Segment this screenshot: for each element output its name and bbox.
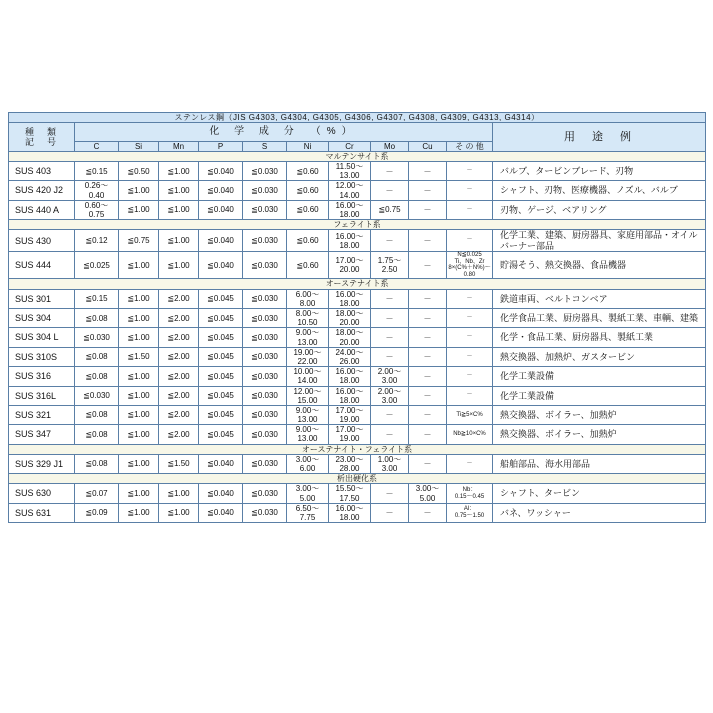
cell-cu: －: [409, 289, 447, 308]
cell-cr: 15.50～ 17.50: [329, 484, 371, 503]
cell-si: ≦1.00: [119, 200, 159, 219]
header-col-5: Ni: [287, 141, 329, 151]
cell-c: ≦0.025: [75, 252, 119, 279]
row-symbol: SUS 329 J1: [9, 454, 75, 473]
cell-other: －: [447, 309, 493, 328]
table-row: [9, 503, 706, 522]
section-title: マルテンサイト系: [9, 151, 706, 161]
cell-ni: 6.50～ 7.75: [287, 503, 329, 522]
cell-p: ≦0.040: [199, 252, 243, 279]
section-header-row: [9, 151, 706, 161]
cell-ni: 3.00～ 5.00: [287, 484, 329, 503]
cell-si: ≦1.00: [119, 503, 159, 522]
cell-s: ≦0.030: [243, 425, 287, 444]
cell-ni: ≦0.60: [287, 181, 329, 200]
header-col-4: S: [243, 141, 287, 151]
cell-other: －: [447, 181, 493, 200]
section-title: フェライト系: [9, 220, 706, 230]
row-symbol: SUS 631: [9, 503, 75, 522]
cell-mo: －: [371, 425, 409, 444]
cell-p: ≦0.040: [199, 484, 243, 503]
cell-cr: 18.00～ 20.00: [329, 328, 371, 347]
cell-cu: －: [409, 162, 447, 181]
cell-mn: ≦2.00: [159, 405, 199, 424]
cell-ni: 9.00～ 13.00: [287, 405, 329, 424]
cell-other: －: [447, 386, 493, 405]
cell-other: Nb≧10×C%: [447, 425, 493, 444]
table-row: [9, 454, 706, 473]
row-symbol: SUS 304: [9, 309, 75, 328]
cell-mo: ≦0.75: [371, 200, 409, 219]
table-row: [9, 230, 706, 252]
row-symbol: SUS 444: [9, 252, 75, 279]
section-header-row: [9, 444, 706, 454]
cell-si: ≦0.50: [119, 162, 159, 181]
section-title: オーステナイト・フェライト系: [9, 444, 706, 454]
row-symbol: SUS 321: [9, 405, 75, 424]
cell-other: Ti≧5×C%: [447, 405, 493, 424]
cell-c: 0.26～ 0.40: [75, 181, 119, 200]
cell-cu: －: [409, 454, 447, 473]
cell-cr: 16.00～ 18.00: [329, 386, 371, 405]
cell-cu: －: [409, 309, 447, 328]
row-symbol: SUS 430: [9, 230, 75, 252]
cell-cr: 16.00～ 18.00: [329, 289, 371, 308]
cell-p: ≦0.040: [199, 200, 243, 219]
header-col-0: C: [75, 141, 119, 151]
cell-s: ≦0.030: [243, 252, 287, 279]
table-row: [9, 200, 706, 219]
cell-usage: 刃物、ゲージ、ベアリング: [493, 200, 706, 219]
cell-p: ≦0.045: [199, 347, 243, 366]
cell-c: ≦0.09: [75, 503, 119, 522]
cell-c: ≦0.08: [75, 454, 119, 473]
cell-cu: －: [409, 181, 447, 200]
table-body: [9, 113, 706, 523]
section-header-row: [9, 474, 706, 484]
cell-c: ≦0.08: [75, 425, 119, 444]
row-symbol: SUS 310S: [9, 347, 75, 366]
table-row: [9, 309, 706, 328]
cell-si: ≦1.00: [119, 386, 159, 405]
stainless-steel-table-container: [8, 112, 705, 523]
cell-cr: 16.00～ 18.00: [329, 367, 371, 386]
table-row: [9, 405, 706, 424]
cell-ni: 10.00～ 14.00: [287, 367, 329, 386]
cell-mo: －: [371, 162, 409, 181]
cell-mn: ≦1.00: [159, 230, 199, 252]
cell-si: ≦1.00: [119, 454, 159, 473]
cell-s: ≦0.030: [243, 200, 287, 219]
cell-usage: 鉄道車両、ベルトコンベア: [493, 289, 706, 308]
header-chemical: 化 学 成 分 （%）: [75, 123, 493, 142]
cell-mo: －: [371, 503, 409, 522]
cell-cu: －: [409, 328, 447, 347]
header-usage: 用 途 例: [493, 123, 706, 152]
row-symbol: SUS 301: [9, 289, 75, 308]
cell-mn: ≦2.00: [159, 289, 199, 308]
cell-mo: －: [371, 328, 409, 347]
cell-cr: 24.00～ 26.00: [329, 347, 371, 366]
cell-s: ≦0.030: [243, 181, 287, 200]
cell-cr: 17.00～ 20.00: [329, 252, 371, 279]
cell-si: ≦1.00: [119, 289, 159, 308]
cell-ni: 8.00～ 10.50: [287, 309, 329, 328]
cell-cu: －: [409, 230, 447, 252]
cell-mn: ≦2.00: [159, 367, 199, 386]
cell-ni: ≦0.60: [287, 230, 329, 252]
cell-si: ≦1.00: [119, 252, 159, 279]
table-row: [9, 252, 706, 279]
header-col-2: Mn: [159, 141, 199, 151]
cell-mo: 1.00～ 3.00: [371, 454, 409, 473]
cell-si: ≦1.00: [119, 367, 159, 386]
row-symbol: SUS 420 J2: [9, 181, 75, 200]
cell-mn: ≦1.50: [159, 454, 199, 473]
cell-c: ≦0.030: [75, 386, 119, 405]
cell-c: ≦0.08: [75, 347, 119, 366]
cell-c: ≦0.12: [75, 230, 119, 252]
cell-si: ≦1.00: [119, 425, 159, 444]
cell-cr: 17.00～ 19.00: [329, 405, 371, 424]
header-col-7: Mo: [371, 141, 409, 151]
cell-cu: －: [409, 200, 447, 219]
cell-si: ≦1.00: [119, 484, 159, 503]
table-row: [9, 386, 706, 405]
cell-usage: バルブ、タービンブレード、刃物: [493, 162, 706, 181]
cell-ni: ≦0.60: [287, 200, 329, 219]
cell-s: ≦0.030: [243, 484, 287, 503]
cell-p: ≦0.045: [199, 367, 243, 386]
cell-c: ≦0.15: [75, 162, 119, 181]
cell-c: ≦0.08: [75, 405, 119, 424]
cell-mn: ≦1.00: [159, 162, 199, 181]
cell-s: ≦0.030: [243, 503, 287, 522]
cell-cr: 23.00～ 28.00: [329, 454, 371, 473]
row-symbol: SUS 316: [9, 367, 75, 386]
cell-cu: －: [409, 386, 447, 405]
cell-s: ≦0.030: [243, 289, 287, 308]
cell-s: ≦0.030: [243, 162, 287, 181]
cell-ni: 6.00～ 8.00: [287, 289, 329, 308]
cell-usage: バネ、ワッシャー: [493, 503, 706, 522]
cell-ni: 19.00～ 22.00: [287, 347, 329, 366]
cell-s: ≦0.030: [243, 309, 287, 328]
cell-p: ≦0.045: [199, 425, 243, 444]
cell-cu: －: [409, 405, 447, 424]
cell-cu: －: [409, 347, 447, 366]
header-col-1: Si: [119, 141, 159, 151]
cell-mo: －: [371, 289, 409, 308]
cell-p: ≦0.040: [199, 454, 243, 473]
cell-s: ≦0.030: [243, 230, 287, 252]
stainless-steel-table: [8, 112, 706, 523]
table-row: [9, 347, 706, 366]
cell-p: ≦0.045: [199, 386, 243, 405]
cell-other: －: [447, 367, 493, 386]
table-title-row: [9, 113, 706, 123]
cell-ni: 9.00～ 13.00: [287, 328, 329, 347]
table-row: [9, 181, 706, 200]
cell-ni: ≦0.60: [287, 252, 329, 279]
cell-si: ≦1.00: [119, 309, 159, 328]
cell-s: ≦0.030: [243, 367, 287, 386]
cell-other: －: [447, 200, 493, 219]
cell-usage: 化学食品工業、厨房器具、製紙工業、車輌、建築: [493, 309, 706, 328]
cell-usage: 化学・食品工業、厨房器具、製紙工業: [493, 328, 706, 347]
cell-p: ≦0.045: [199, 289, 243, 308]
cell-s: ≦0.030: [243, 347, 287, 366]
cell-si: ≦1.00: [119, 181, 159, 200]
cell-cu: －: [409, 252, 447, 279]
cell-c: 0.60～ 0.75: [75, 200, 119, 219]
cell-ni: 9.00～ 13.00: [287, 425, 329, 444]
cell-cr: 17.00～ 19.00: [329, 425, 371, 444]
cell-cr: 18.00～ 20.00: [329, 309, 371, 328]
table-row: [9, 162, 706, 181]
cell-other: －: [447, 347, 493, 366]
cell-cu: －: [409, 425, 447, 444]
cell-cu: －: [409, 503, 447, 522]
cell-other: －: [447, 328, 493, 347]
cell-mn: ≦1.00: [159, 200, 199, 219]
cell-c: ≦0.15: [75, 289, 119, 308]
cell-mo: 2.00～ 3.00: [371, 367, 409, 386]
cell-cr: 11.50～ 13.00: [329, 162, 371, 181]
cell-usage: シャフト、刃物、医療機器、ノズル、バルブ: [493, 181, 706, 200]
cell-mn: ≦2.00: [159, 425, 199, 444]
cell-c: ≦0.08: [75, 367, 119, 386]
section-title: オーステナイト系: [9, 279, 706, 289]
page-title: ステンレス鋼（JIS G4303, G4304, G4305, G4306, G4307, G4308, G4309, G4313, G4314）: [9, 113, 706, 123]
cell-mn: ≦2.00: [159, 328, 199, 347]
cell-cu: 3.00～ 5.00: [409, 484, 447, 503]
cell-s: ≦0.030: [243, 454, 287, 473]
header-kind: 種 類 記 号: [9, 123, 75, 152]
cell-si: ≦1.00: [119, 328, 159, 347]
cell-usage: 化学工業、建築、厨房器具、家庭用部品・オイルバーナー部品: [493, 230, 706, 252]
header-col-9: そ の 他: [447, 141, 493, 151]
cell-p: ≦0.040: [199, 503, 243, 522]
cell-other: Nb： 0.15～0.45: [447, 484, 493, 503]
cell-p: ≦0.045: [199, 328, 243, 347]
cell-mo: －: [371, 405, 409, 424]
cell-other: －: [447, 454, 493, 473]
cell-si: ≦0.75: [119, 230, 159, 252]
cell-usage: 熱交換器、ボイラー、加熱炉: [493, 405, 706, 424]
cell-ni: ≦0.60: [287, 162, 329, 181]
cell-mo: －: [371, 309, 409, 328]
cell-mo: －: [371, 181, 409, 200]
cell-cu: －: [409, 367, 447, 386]
section-header-row: [9, 220, 706, 230]
table-row: [9, 425, 706, 444]
table-row: [9, 328, 706, 347]
row-symbol: SUS 630: [9, 484, 75, 503]
table-row: [9, 289, 706, 308]
row-symbol: SUS 304 L: [9, 328, 75, 347]
cell-ni: 12.00～ 15.00: [287, 386, 329, 405]
row-symbol: SUS 316L: [9, 386, 75, 405]
row-symbol: SUS 440 A: [9, 200, 75, 219]
cell-mo: －: [371, 484, 409, 503]
table-row: [9, 367, 706, 386]
table-row: [9, 484, 706, 503]
cell-mo: 1.75～ 2.50: [371, 252, 409, 279]
cell-mn: ≦1.00: [159, 503, 199, 522]
cell-other: N≦0.025 Ti、Nb、Zr 8×(C%＋N%)～0.80: [448, 252, 491, 278]
cell-other: －: [447, 289, 493, 308]
cell-c: ≦0.07: [75, 484, 119, 503]
section-title: 析出硬化系: [9, 474, 706, 484]
cell-s: ≦0.030: [243, 405, 287, 424]
section-header-row: [9, 279, 706, 289]
cell-usage: 熱交換器、加熱炉、ガスタービン: [493, 347, 706, 366]
cell-mn: ≦2.00: [159, 386, 199, 405]
cell-usage: 熱交換器、ボイラー、加熱炉: [493, 425, 706, 444]
cell-cr: 16.00～ 18.00: [329, 503, 371, 522]
cell-c: ≦0.08: [75, 309, 119, 328]
cell-other: －: [447, 162, 493, 181]
cell-usage: 貯湯そう、熱交換器、食品機器: [493, 252, 706, 279]
cell-cr: 16.00～ 18.00: [329, 200, 371, 219]
cell-usage: 化学工業設備: [493, 386, 706, 405]
cell-p: ≦0.045: [199, 309, 243, 328]
cell-mo: －: [371, 347, 409, 366]
header-col-6: Cr: [329, 141, 371, 151]
cell-mo: 2.00～ 3.00: [371, 386, 409, 405]
header-col-8: Cu: [409, 141, 447, 151]
cell-mn: ≦2.00: [159, 347, 199, 366]
header-col-3: P: [199, 141, 243, 151]
cell-p: ≦0.040: [199, 162, 243, 181]
cell-si: ≦1.00: [119, 405, 159, 424]
cell-p: ≦0.040: [199, 230, 243, 252]
row-symbol: SUS 347: [9, 425, 75, 444]
cell-usage: 船舶部品、海水用部品: [493, 454, 706, 473]
cell-p: ≦0.040: [199, 181, 243, 200]
cell-cr: 16.00～ 18.00: [329, 230, 371, 252]
cell-usage: シャフト、タービン: [493, 484, 706, 503]
cell-ni: 3.00～ 6.00: [287, 454, 329, 473]
cell-c: ≦0.030: [75, 328, 119, 347]
cell-s: ≦0.030: [243, 328, 287, 347]
cell-p: ≦0.045: [199, 405, 243, 424]
cell-mn: ≦1.00: [159, 484, 199, 503]
cell-other: Al： 0.75～1.50: [447, 503, 493, 522]
table-header-row-1: [9, 123, 706, 142]
cell-mo: －: [371, 230, 409, 252]
cell-mn: ≦1.00: [159, 252, 199, 279]
cell-usage: 化学工業設備: [493, 367, 706, 386]
row-symbol: SUS 403: [9, 162, 75, 181]
cell-s: ≦0.030: [243, 386, 287, 405]
cell-cr: 12.00～ 14.00: [329, 181, 371, 200]
cell-mn: ≦2.00: [159, 309, 199, 328]
cell-si: ≦1.50: [119, 347, 159, 366]
cell-mn: ≦1.00: [159, 181, 199, 200]
cell-other: －: [447, 230, 493, 252]
